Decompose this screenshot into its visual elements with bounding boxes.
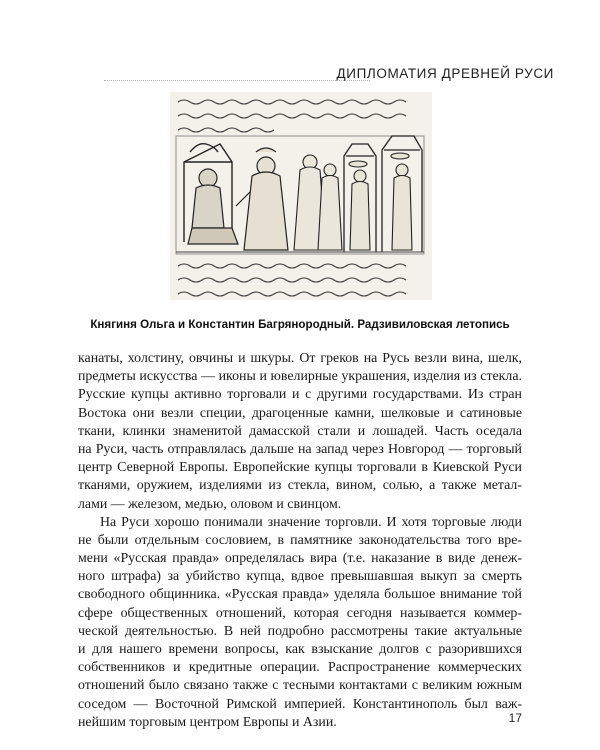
text-line: отношений было связано также с тесными контактами с великим южным bbox=[78, 678, 522, 694]
text-line: нейшим торговым центром Европы и Азии. bbox=[78, 714, 337, 730]
page-number: 17 bbox=[508, 711, 522, 725]
text-line: ткани, клинки знаменитой дамасской стали и лошадей. Часть оседала bbox=[78, 423, 522, 439]
text-line: свободного общинника. «Русская правда» уделяла большое внимание той bbox=[78, 587, 522, 603]
text-line: мени «Русская правда» определялась вира (т.е. наказание в виде денеж- bbox=[78, 551, 522, 567]
text-line: тканями, оружием, изделиями из стекла, вином, солью, а также метал- bbox=[78, 478, 522, 494]
text-line: лами — железом, медью, оловом и свинцом. bbox=[78, 496, 342, 512]
running-header-title: ДИПЛОМАТИЯ ДРЕВНЕЙ РУСИ bbox=[336, 66, 554, 81]
text-line: соседом — Восточной Римской империей. Константинополь был важ- bbox=[78, 696, 522, 712]
chronicle-miniature-image bbox=[170, 92, 432, 300]
text-line: Востока они везли специи, драгоценные камни, шелковые и сатиновые bbox=[78, 405, 522, 421]
body-text bbox=[78, 350, 522, 732]
text-line: ного штрафа) за убийство купца, вдвое превышавшая выкуп за смерть bbox=[78, 569, 522, 585]
text-line: и для нашего времени вопросы, как взыскание долгов с разорившихся bbox=[78, 642, 522, 657]
figure-caption: Княгиня Ольга и Константин Багрянородный. Радзивиловская летопись bbox=[90, 318, 510, 331]
text-line: предметы искусства — иконы и ювелирные украшения, изделия из стекла. bbox=[78, 369, 522, 385]
text-line: канаты, холстину, овчины и шкуры. От греков на Русь везли вина, шелк, bbox=[78, 351, 522, 366]
text-line: собственников и кредитные операции. Распространение коммерческих bbox=[78, 660, 522, 676]
text-line: не были отдельным сословием, в памятнике законодательства того вре- bbox=[78, 532, 522, 548]
text-line: сфере общественных отношений, которая сегодня называется коммер- bbox=[78, 605, 522, 621]
text-line: на Руси, часть отправлялась дальше на запад через Новгород — торговый bbox=[78, 441, 522, 457]
header-dotted-rule bbox=[104, 80, 370, 81]
text-line: Русские купцы активно торговали и с другими государствами. Из стран bbox=[78, 387, 522, 403]
text-line: ческой деятельностью. В ней подробно рассмотрены такие актуальные bbox=[78, 623, 522, 639]
text-line: На Руси хорошо понимали значение торговли. И хотя торговые люди bbox=[100, 514, 522, 530]
text-line: центр Северной Европы. Европейские купцы торговали в Киевской Руси bbox=[78, 460, 522, 476]
